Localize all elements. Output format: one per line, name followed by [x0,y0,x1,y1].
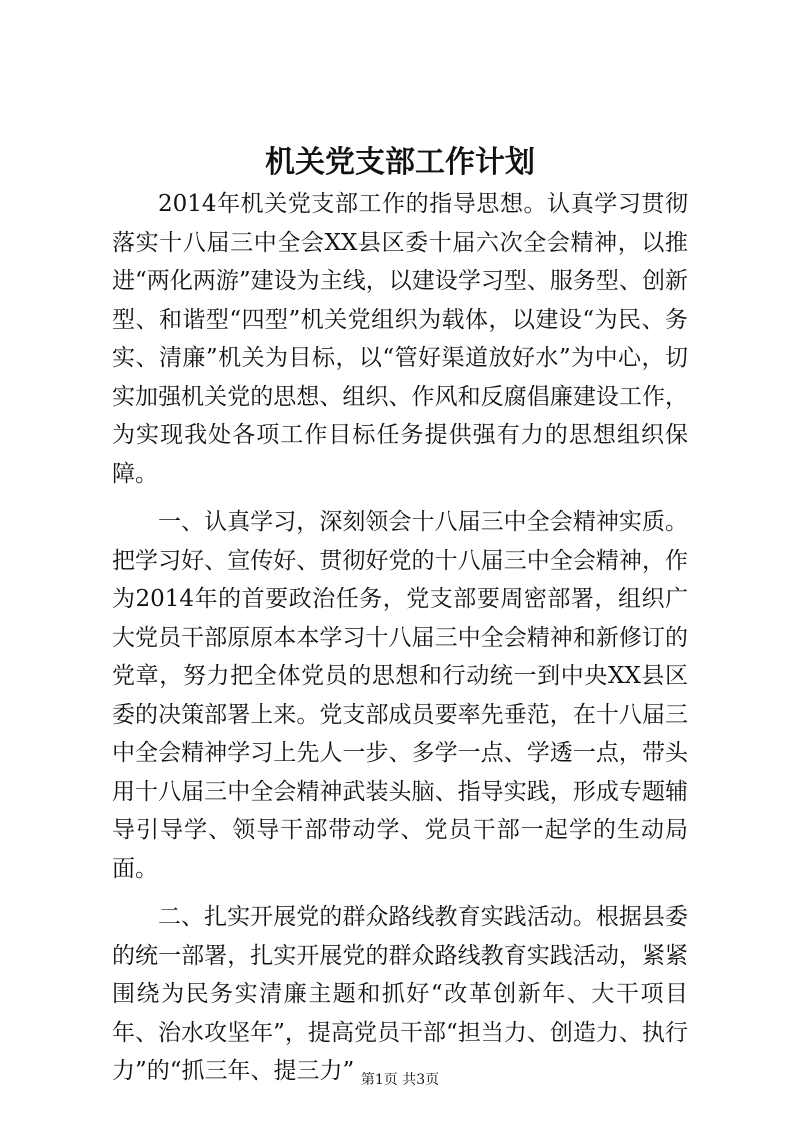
page-title: 机关党支部工作计划 [265,145,535,180]
paragraph-section-one: 一、认真学习，深刻领会十八届三中全会精神实质。把学习好、宣传好、贯彻好党的十八届三中全会精神，作为2014年的首要政治任务，党支部要周密部署，组织广大党员干部原原本本学习十八届三中全会精神和新修订的党章，努力把全体党员的思想和行动统一到中央XX县区委的决策部署上来。党支部成员要率先垂范，在十八届三中全会精神学习上先人一步、多学一点、学透一点，带头用十八届三中全会精神武装头脑、指导实践，形成专题辅导引导学、领导干部带动学、党员干部一起学的生动局面。 [112,509,688,882]
paragraph-guiding-thought: 2014年机关党支部工作的指导思想。认真学习贯彻落实十八届三中全会XX县区委十届六次全会精神，以推进“两化两游”建设为主线，以建设学习型、服务型、创新型、和谐型“四型”机关党组织为载体，以建设“为民、务实、清廉”机关为目标，以“管好渠道放好水”为中心，切实加强机关党的思想、组织、作风和反腐倡廉建设工作，为实现我处各项工作目标任务提供强有力的思想组织保障。 [112,191,688,487]
page-footer: 第1页 共3页 [360,1072,440,1088]
document-body [112,185,688,1101]
paragraph-section-two: 二、扎实开展党的群众路线教育实践活动。根据县委的统一部署，扎实开展党的群众路线教育实践活动，紧紧围绕为民务实清廉主题和抓好“改革创新年、大干项目年、治水攻坚年”，提高党员干部“担当力、创造力、执行力”的“抓三年、提三力” [112,904,688,1084]
